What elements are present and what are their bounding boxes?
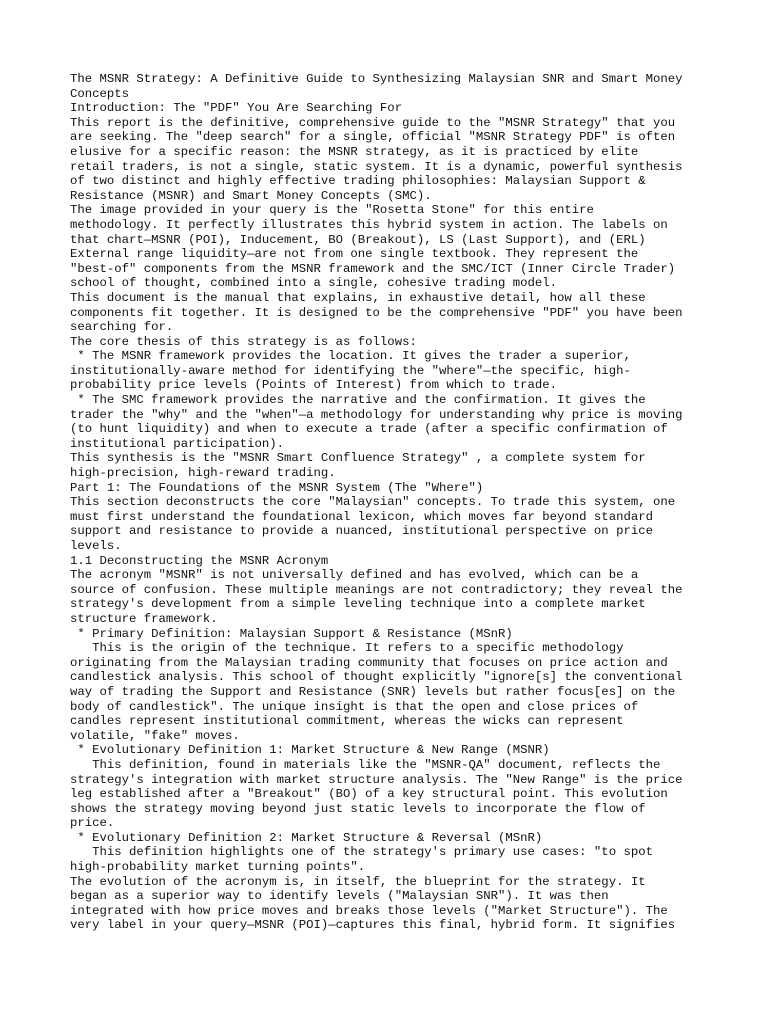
text-line: This definition, found in materials like the "MSNR-QA" document, reflects the [70, 757, 661, 772]
text-line: * The MSNR framework provides the location. It gives the trader a superior, [70, 349, 631, 364]
text-line: of two distinct and highly effective trading philosophies: Malaysian Support & [70, 174, 646, 189]
text-line: This document is the manual that explains, in exhaustive detail, how all these [70, 290, 646, 305]
text-line: school of thought, combined into a single, cohesive trading model. [70, 276, 558, 291]
text-line: elusive for a specific reason: the MSNR strategy, as it is practiced by elite [70, 144, 639, 159]
text-line: trader the "why" and the "when"—a methodology for understanding why price is moving [70, 407, 683, 422]
text-line: price. [70, 816, 115, 831]
text-line: began as a superior way to identify levels ("Malaysian SNR"). It was then [70, 889, 609, 904]
text-line: institutional participation). [70, 436, 285, 451]
text-line: 1.1 Deconstructing the MSNR Acronym [70, 553, 329, 568]
text-line: very label in your query—MSNR (POI)—captures this final, hybrid form. It signifies [70, 918, 676, 933]
text-line: high-probability market turning points". [70, 860, 366, 875]
text-line: candlestick analysis. This school of thought explicitly "ignore[s] the conventional [70, 670, 683, 685]
text-line: retail traders, is not a single, static system. It is a dynamic, powerful synthesis [70, 159, 683, 174]
text-line: This is the origin of the technique. It refers to a specific methodology [70, 641, 624, 656]
document-body [70, 72, 712, 933]
text-line: Concepts [70, 86, 130, 101]
text-line: must first understand the foundational lexicon, which moves far beyond standard [70, 509, 653, 524]
text-line: institutionally-aware method for identifying the "where"—the specific, high- [70, 363, 631, 378]
text-line: support and resistance to provide a nuanced, institutional perspective on price [70, 524, 653, 539]
text-line: This section deconstructs the core "Malaysian" concepts. To trade this system, one [70, 495, 676, 510]
text-line: strategy's development from a simple leveling technique into a complete market [70, 597, 646, 612]
text-line: The MSNR Strategy: A Definitive Guide to Synthesizing Malaysian SNR and Smart Money [70, 72, 683, 86]
text-line: are seeking. The "deep search" for a single, official "MSNR Strategy PDF" is often [70, 130, 676, 145]
text-line: The acronym "MSNR" is not universally defined and has evolved, which can be a [70, 568, 639, 583]
text-line: This synthesis is the "MSNR Smart Confluence Strategy" , a complete system for [70, 451, 646, 466]
text-line: * Primary Definition: Malaysian Support & Resistance (MSnR) [70, 626, 513, 641]
text-line: The image provided in your query is the "Rosetta Stone" for this entire [70, 203, 594, 218]
text-line: way of trading the Support and Resistance (SNR) levels but rather focus[es] on the [70, 684, 676, 699]
text-line: The evolution of the acronym is, in itself, the blueprint for the strategy. It [70, 874, 646, 889]
text-line: structure framework. [70, 611, 218, 626]
text-line: body of candlestick". The unique insight is that the open and close prices of [70, 699, 639, 714]
text-line: Introduction: The "PDF" You Are Searching For [70, 101, 403, 116]
text-line: that chart—MSNR (POI), Inducement, BO (Breakout), LS (Last Support), and (ERL) [70, 232, 646, 247]
text-line: originating from the Malaysian trading community that focuses on price action and [70, 655, 668, 670]
text-line: External range liquidity—are not from one single textbook. They represent the [70, 247, 639, 262]
text-line: This report is the definitive, comprehensive guide to the "MSNR Strategy" that you [70, 115, 676, 130]
text-line: Resistance (MSNR) and Smart Money Concepts (SMC). [70, 188, 432, 203]
text-line: levels. [70, 539, 122, 553]
text-line: integrated with how price moves and breaks those levels ("Market Structure"). The [70, 903, 668, 918]
text-line: * Evolutionary Definition 1: Market Structure & New Range (MSNR) [70, 743, 550, 758]
text-line: candles represent institutional commitment, whereas the wicks can represent [70, 714, 624, 729]
text-line: Part 1: The Foundations of the MSNR System (The "Where") [70, 480, 484, 495]
text-line: methodology. It perfectly illustrates this hybrid system in action. The labels on [70, 217, 668, 232]
text-line: This definition highlights one of the strategy's primary use cases: "to spot [70, 845, 653, 860]
text-line: "best-of" components from the MSNR framework and the SMC/ICT (Inner Circle Trader) [70, 261, 676, 276]
text-line: source of confusion. These multiple meanings are not contradictory; they reveal the [70, 582, 683, 597]
text-line: volatile, "fake" moves. [70, 728, 240, 743]
text-line: * Evolutionary Definition 2: Market Structure & Reversal (MSnR) [70, 830, 543, 845]
text-line: leg established after a "Breakout" (BO) of a key structural point. This evolution [70, 787, 668, 802]
text-line: high-precision, high-reward trading. [70, 466, 336, 481]
text-line: strategy's integration with market structure analysis. The "New Range" is the price [70, 772, 683, 787]
text-line: * The SMC framework provides the narrative and the confirmation. It gives the [70, 393, 646, 408]
text-line: (to hunt liquidity) and when to execute a trade (after a specific confirmation of [70, 422, 668, 437]
text-line: The core thesis of this strategy is as follows: [70, 334, 417, 349]
text-line: shows the strategy moving beyond just static levels to incorporate the flow of [70, 801, 646, 816]
text-line: searching for. [70, 320, 174, 335]
text-line: probability price levels (Points of Interest) from which to trade. [70, 378, 558, 393]
text-line: components fit together. It is designed to be the comprehensive "PDF" you have been [70, 305, 683, 320]
